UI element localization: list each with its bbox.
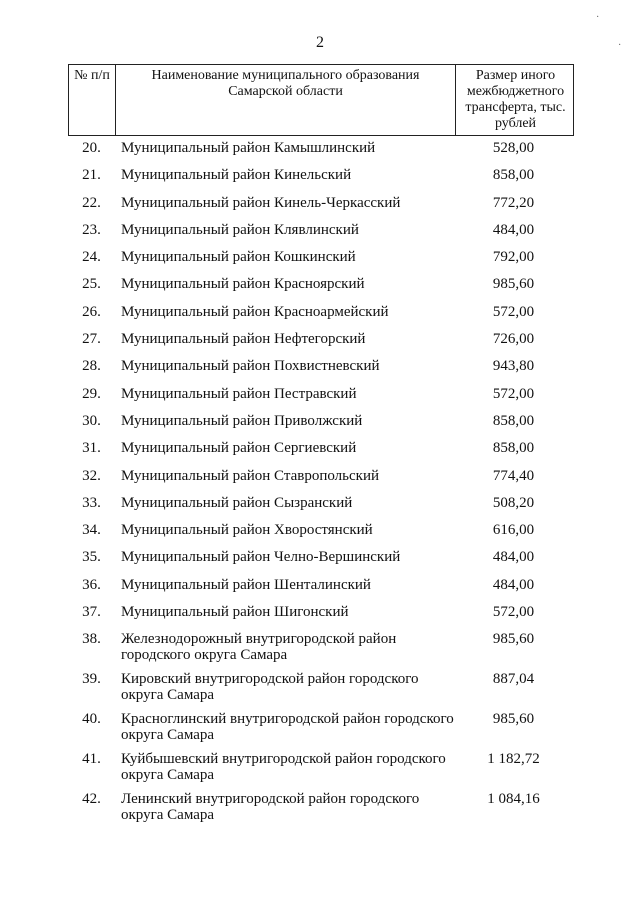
- row-amount: 943,80: [492, 358, 535, 375]
- row-name: Муниципальный район Сергиевский: [121, 440, 357, 457]
- row-name: Муниципальный район Пестравский: [121, 385, 357, 402]
- table-row: [68, 546, 574, 573]
- table-row: [68, 410, 574, 437]
- row-number: 34.: [82, 522, 101, 539]
- table-header: [68, 64, 574, 136]
- row-name: Муниципальный район Камышлинский: [121, 140, 376, 156]
- table-row: [68, 219, 574, 246]
- row-number: 29.: [82, 385, 101, 402]
- row-amount: 887,04: [492, 671, 535, 688]
- table-row: [68, 465, 574, 492]
- row-name: Муниципальный район Сызранский: [121, 494, 353, 511]
- table-row: [68, 273, 574, 300]
- row-number: 39.: [82, 671, 101, 688]
- table-row: [68, 355, 574, 382]
- row-name: Муниципальный район Приволжский: [121, 412, 363, 429]
- table-row: [68, 601, 574, 628]
- row-number: 38.: [82, 631, 101, 648]
- row-amount: 772,20: [492, 194, 535, 211]
- row-amount: 985,60: [492, 276, 535, 293]
- table-row: [68, 164, 574, 191]
- row-number: 40.: [82, 711, 101, 728]
- row-amount: 1 182,72: [487, 751, 540, 768]
- table-row: [68, 628, 574, 668]
- row-number: 26.: [82, 303, 101, 320]
- row-number: 22.: [82, 194, 101, 211]
- table-row: [68, 437, 574, 464]
- table-row: [68, 246, 574, 273]
- table-row: [68, 301, 574, 328]
- table-row: [68, 574, 574, 601]
- row-name: Муниципальный район Красноярский: [121, 276, 365, 293]
- row-number: 33.: [82, 494, 101, 511]
- row-amount: 572,00: [492, 385, 535, 402]
- row-name: Муниципальный район Кинель-Черкасский: [121, 194, 401, 211]
- row-name: Муниципальный район Клявлинский: [121, 221, 359, 238]
- row-number: 36.: [82, 576, 101, 593]
- row-amount: 616,00: [492, 522, 535, 539]
- row-number: 21.: [82, 167, 101, 184]
- row-amount: 484,00: [492, 549, 535, 566]
- row-name: Муниципальный район Ставропольский: [121, 467, 380, 484]
- row-number: 25.: [82, 276, 101, 293]
- row-amount: 858,00: [492, 440, 535, 457]
- row-amount: 508,20: [492, 494, 535, 511]
- row-number: 24.: [82, 249, 101, 266]
- row-number: 30.: [82, 412, 101, 429]
- row-name: Железнодорожный внутригородской район городского округа Самара: [121, 631, 397, 664]
- row-number: 35.: [82, 549, 101, 566]
- row-number: 20.: [82, 140, 101, 156]
- table-row: [68, 492, 574, 519]
- row-name: Муниципальный район Нефтегорский: [121, 331, 366, 348]
- table-row: [68, 137, 574, 164]
- row-number: 27.: [82, 331, 101, 348]
- row-amount: 792,00: [492, 249, 535, 266]
- row-amount: 858,00: [492, 167, 535, 184]
- row-number: 32.: [82, 467, 101, 484]
- table-row: [68, 192, 574, 219]
- row-amount: 572,00: [492, 604, 535, 621]
- row-number: 23.: [82, 221, 101, 238]
- row-name: Куйбышевский внутригородской район городского округа Самара: [121, 751, 446, 784]
- row-amount: 484,00: [492, 576, 535, 593]
- row-name: Муниципальный район Кошкинский: [121, 249, 356, 266]
- row-name: Муниципальный район Хворостянский: [121, 522, 373, 539]
- row-amount: 726,00: [492, 331, 535, 348]
- header-amount: Размер иного межбюджетного трансферта, тыс. рублей: [465, 68, 566, 131]
- table-row: [68, 519, 574, 546]
- table-row: [68, 708, 574, 748]
- row-number: 41.: [82, 751, 101, 768]
- header-num: № п/п: [69, 65, 116, 135]
- row-name: Ленинский внутригородской район городского округа Самара: [121, 791, 420, 824]
- table-row: [68, 328, 574, 355]
- table-row: [68, 748, 574, 788]
- row-number: 42.: [82, 791, 101, 808]
- row-name: Муниципальный район Кинельский: [121, 167, 352, 184]
- row-number: 37.: [82, 604, 101, 621]
- row-name: Муниципальный район Похвистневский: [121, 358, 380, 375]
- row-number: 31.: [82, 440, 101, 457]
- row-name: Муниципальный район Шигонский: [121, 604, 349, 621]
- header-name: Наименование муниципального образования Самарской области: [116, 65, 456, 135]
- row-number: 28.: [82, 358, 101, 375]
- row-amount: 572,00: [492, 303, 535, 320]
- scan-speck: ·: [596, 12, 600, 23]
- row-amount: 985,60: [492, 711, 535, 728]
- row-name: Красноглинский внутригородской район городского округа Самара: [121, 711, 454, 744]
- row-name: Кировский внутригородской район городского округа Самара: [121, 671, 419, 704]
- row-name: Муниципальный район Шенталинский: [121, 576, 371, 593]
- row-amount: 528,00: [492, 140, 535, 156]
- row-amount: 985,60: [492, 631, 535, 648]
- table-row: [68, 383, 574, 410]
- page-number: 2: [316, 34, 324, 51]
- table-row: [68, 788, 574, 828]
- row-amount: 858,00: [492, 412, 535, 429]
- row-name: Муниципальный район Красноармейский: [121, 303, 389, 320]
- row-amount: 774,40: [492, 467, 535, 484]
- scan-speck: ·: [618, 40, 622, 51]
- table-body: [68, 137, 574, 828]
- row-amount: 484,00: [492, 221, 535, 238]
- row-amount: 1 084,16: [487, 791, 540, 808]
- table-row: [68, 668, 574, 708]
- row-name: Муниципальный район Челно-Вершинский: [121, 549, 401, 566]
